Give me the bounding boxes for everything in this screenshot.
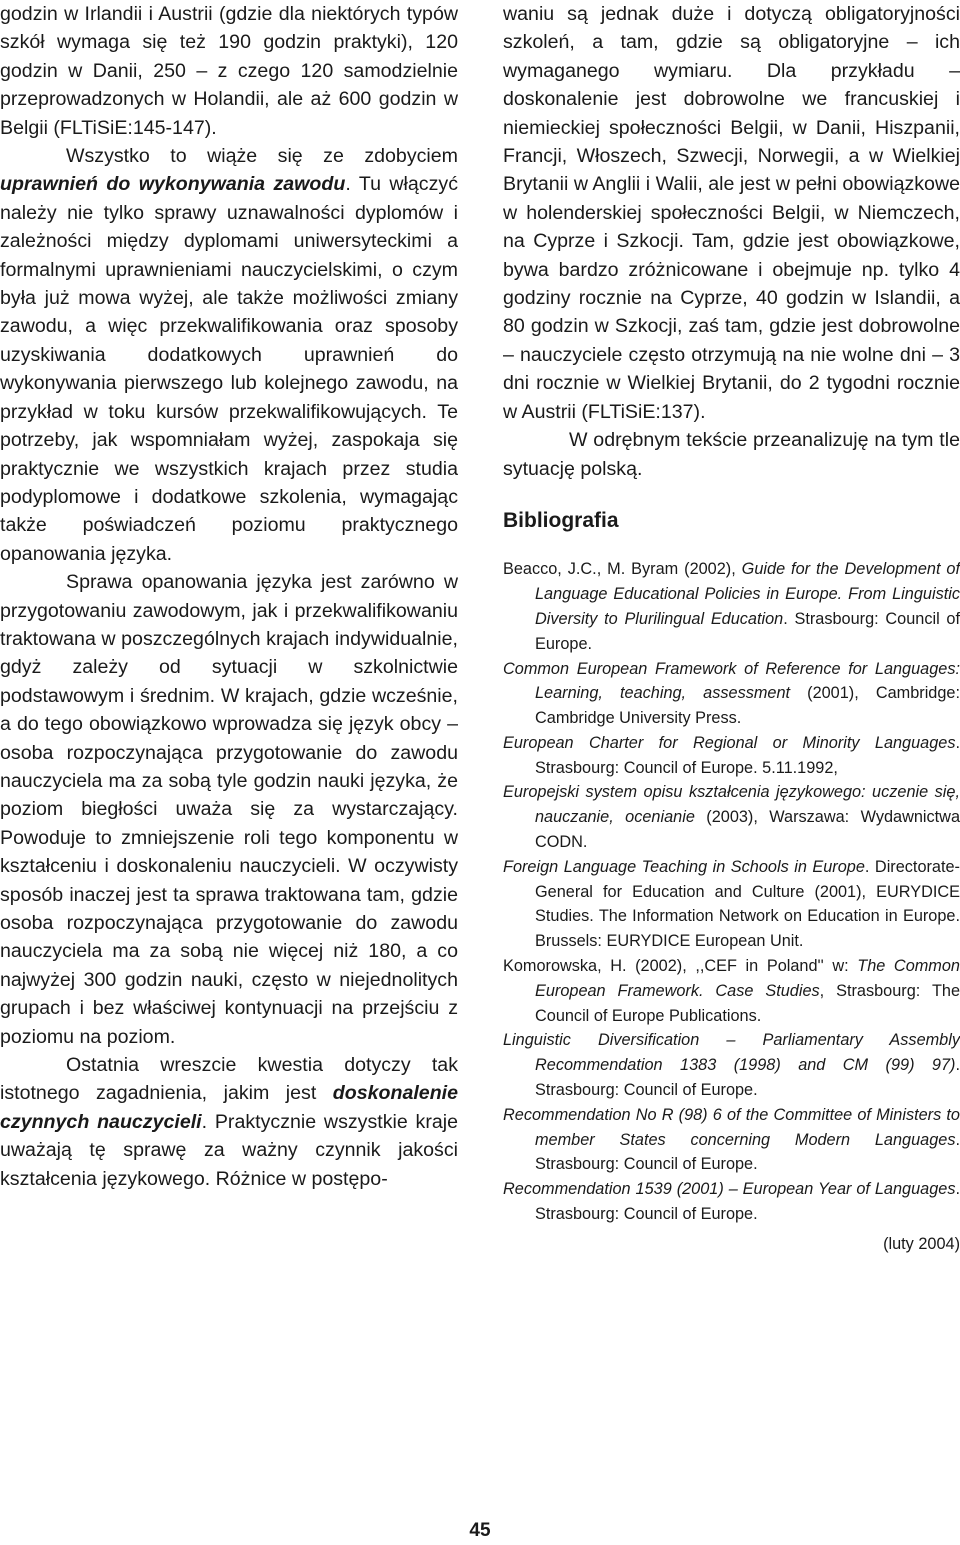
entry-publication: . Directorate-General for Education and Culture (2001), EURYDICE Studies. The Information Network on Education in Europe. Brussels: EURYDICE European Unit. — [535, 857, 960, 951]
bibliography-entry — [503, 1103, 960, 1177]
bibliography-list — [503, 557, 960, 1227]
paragraph-4-rest: . Praktycznie wszystkie kraje uważają tę sprawę za ważny czynnik jakości kształcenia językowego. Różnice w postępo- — [0, 1110, 459, 1190]
entry-title: Linguistic Diversification – Parliamentary Assembly Recommendation 1383 (1998) and CM (99) 97) — [503, 1031, 960, 1075]
paragraph-2-rest: . Tu włączyć należy nie tylko sprawy uznawalności dyplomów i zależności między dyplomami uniwersyteckimi a formalnymi uprawnieniami nauczycielskimi, o czym była już mowa wyżej, ale także możliwości zmiany zawodu, a więc przekwalifikowania oraz sposoby uzyskiwania dodatkowych uprawnień do wykonywania pierwszego lub kolejnego zawodu, na przykład w toku kursów przekwalifikowujących. Te potrzeby, jak wspomniałam wyżej, zaspokaja się praktycznie we wszystkich krajach przez studia podyplomowe i dodatkowe szkolenia, wymagając także poświadczeń poziomu praktycznego opanowania języka. — [0, 173, 458, 565]
entry-publication: (2003), Warszawa: Wydawnictwa CODN. — [535, 808, 960, 852]
paragraph-3: Sprawa opanowania języka jest zarówno w przygotowaniu zawodowym, jak i przekwalifikowaniu traktowana w poszczególnych krajach indywidualnie, gdyż zależy od sytuacji w szkolnictwie podstawowym i średnim. W krajach, gdzie wcześnie, a do tego obowiązkowo wprowadza się język obcy – osoba rozpoczynająca przygotowanie do zawodu nauczyciela ma za sobą tyle godzin nauki języka, że poziom biegłości uważa się za wystarczający. Powoduje to zmniejszenie roli tego komponentu w kształceniu i doskonaleniu nauczycieli. W oczywisty sposób inaczej jest ta sprawa traktowana tam, gdzie osoba rozpoczynająca przygotowanie do zawodu nauczyciela ma za sobą nie więcej niż 180, a co najwyżej 300 godzin nauki, często w niejednolitych grupach i bez właściwej kontynuacji na przejściu z poziomu na poziom. — [0, 571, 458, 1048]
paragraph-4-start: Ostatnia wreszcie kwestia dotyczy tak istotnego zagadnienia, jakim jest — [0, 1054, 458, 1105]
paragraph-2 — [0, 142, 458, 568]
entry-title: European Charter for Regional or Minority Languages — [503, 733, 956, 752]
bibliography-entry — [503, 731, 960, 781]
paragraph-1: godzin w Irlandii i Austrii (gdzie dla niektórych typów szkół wymaga się też 190 godzin praktyki), 120 godzin w Danii, 250 – z czego 120 samodzielnie przeprowadzonych w Holandii, ale aż 600 godzin w Belgii (FLTiSiE:145-147). — [0, 3, 458, 139]
entry-author: Beacco, J.C., M. Byram (2002), — [503, 560, 742, 579]
left-column — [0, 0, 458, 1193]
bibliography-entry — [503, 1028, 960, 1102]
bibliography-heading: Bibliografia — [503, 508, 619, 532]
paragraph-6: W odrębnym tekście przeanalizuję na tym tle sytuację polską. — [503, 429, 960, 480]
paragraph-5: waniu są jednak duże i dotyczą obligatoryjności szkoleń, a tam, gdzie są obligatoryjne – ich wymaganego wymiaru. Dla przykładu – doskonalenie jest dobrowolne we francuskiej i niemieckiej społeczności Belgii, w Danii, Hiszpanii, Francji, Włoszech, Szwecji, Norwegii, a w Wielkiej Brytanii w Anglii i Walii, ale jest w pełni obowiązkowe w holenderskiej społeczności Belgii, w Niemczech, na Cyprze i Szkocji. Tam, gdzie jest obowiązkowe, bywa bardzo zróżnicowane i obejmuje np. tylko 4 godziny rocznie na Cyprze, 40 godzin w Islandii, a 80 godzin w Szkocji, zaś tam, gdzie jest dobrowolne – nauczyciele często otrzymują na nie wolne dni – 3 dni rocznie w Wielkiej Brytanii, do 2 tygodni rocznie w Austrii (FLTiSiE:137). — [503, 3, 960, 423]
page-number: 45 — [469, 1520, 491, 1541]
entry-publication: . Strasbourg: Council of Europe. — [535, 1130, 960, 1174]
entry-title: Foreign Language Teaching in Schools in Europe — [503, 857, 865, 876]
bibliography-entry — [503, 855, 960, 954]
entry-title: Europejski system opisu kształcenia językowego: uczenie się, nauczanie, ocenianie — [503, 783, 960, 827]
bibliography-entry — [503, 954, 960, 1028]
paragraph-4 — [0, 1051, 458, 1193]
emphasis-doskonalenie: doskonalenie czynnych nauczycieli — [0, 1082, 458, 1133]
publication-date: (luty 2004) — [883, 1234, 960, 1253]
bibliography-entry — [503, 557, 960, 656]
entry-title: Recommendation No R (98) 6 of the Committee of Ministers to member States concerning Modern Languages — [503, 1105, 960, 1149]
bibliography-entry — [503, 780, 960, 854]
entry-publication: . Strasbourg: Council of Europe. 5.11.1992, — [535, 733, 960, 777]
bibliography-entry — [503, 1177, 960, 1227]
entry-title: Common European Framework of Reference for Languages: Learning, teaching, assessment — [503, 659, 960, 703]
entry-publication: . Strasbourg: Council of Europe. — [535, 1056, 960, 1100]
paragraph-2-start: Wszystko to wiąże się ze zdobyciem — [66, 145, 458, 168]
entry-author: Komorowska, H. (2002), ,,CEF in Poland'' w: — [503, 957, 858, 976]
entry-publication: . Strasbourg: Council of Europe. — [535, 1180, 960, 1224]
bibliography-entry — [503, 657, 960, 731]
right-column — [503, 0, 960, 1258]
entry-publication: . Strasbourg: Council of Europe. — [535, 609, 960, 653]
entry-title: Guide for the Development of Language Educational Policies in Europe. From Linguistic Diversity to Plurilingual Education — [535, 560, 960, 628]
emphasis-uprawnienia: uprawnień do wykonywania zawodu — [0, 173, 346, 196]
entry-title: Recommendation 1539 (2001) – European Year of Languages — [503, 1180, 956, 1199]
entry-publication: (2001), Cambridge: Cambridge University Press. — [535, 684, 960, 728]
entry-publication: , Strasbourg: The Council of Europe Publications. — [535, 981, 960, 1025]
entry-title: The Common European Framework. Case Studies — [535, 957, 960, 1000]
